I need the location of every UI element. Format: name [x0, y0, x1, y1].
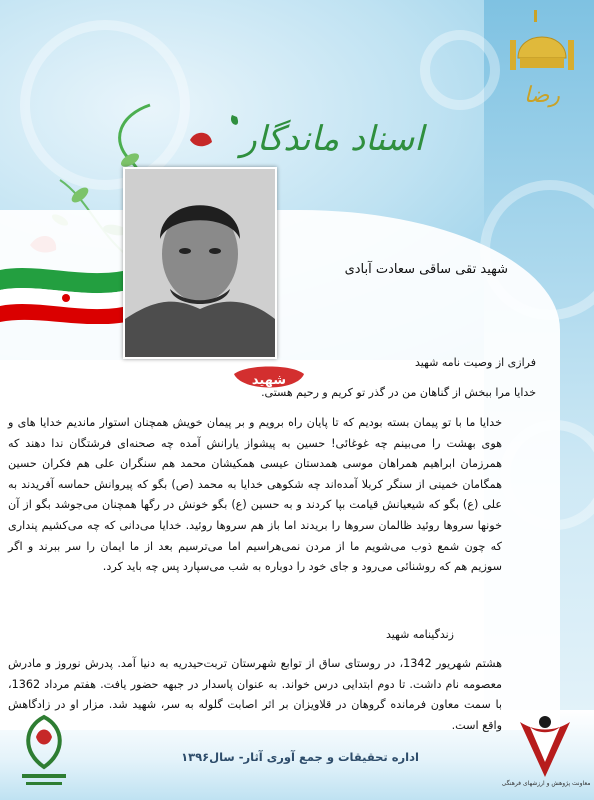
- martyr-photo: [123, 167, 277, 359]
- will-excerpt: خدایا ما با تو پیمان بسته بودیم که تا پایان راه برویم و بر پیمان خویش همچنان استوار ماندیم خدایا های و هوی بهشت را می‌بینم چه غوغائی! حسین به پیشواز یارانش آمده چه صحنه‌ای فرشتگان ندا دهند که همرزمان ابراهیم همراهان موسی همدستان عیسی همکیشان محمد هم سنگران علی هم فکران حسین همگامان خمینی از سنگر کربلا آمده‌اند چه شکوهی خدایا به محمد (ص) بگو که پیروانش حماسه آفریدند به علی (ع) بگو که شیعیانش قیامت بپا کردند و به حسین (ع) بگو خونش در رگها همچنان می‌جوشد بگو از آن خونها سروها روئید ظالمان سروها را بریدند اما باز هم سروها روئید. خدایا می‌دانی که چه می‌کشیم پنداری که چون شمع ذوب می‌شویم ما از مردن نمی‌هراسیم اما می‌ترسیم بعد از ما ایمان را سر ببرند و اگر سوزیم هم که روشنائی می‌رود و جای خود را دوباره به شب می‌سپارد پس چه باید کرد.: [8, 416, 502, 574]
- foundation-logo-left: [14, 712, 74, 792]
- biography-text: هشتم شهریور 1342، در روستای ساق از توابع شهرستان تربت‌حیدریه به دنیا آمد. پدرش نوروز و مادرش معصومه نام داشت. تا دوم ابتدایی درس خواند. به عنوان پاسدار در جبهه حضور یافت. هفتم مرداد 1362، با سمت معاون فرمانده گروهان در قلاویزان بر اثر اصابت گلوله به سر، شهید شد. مزار او در زادگاهش واقع است.: [8, 657, 502, 732]
- title-calligraphy: [222, 105, 437, 170]
- martyr-name: شهید تقی ساقی سعادت آبادی: [344, 262, 508, 277]
- opening-prayer: خدایا مرا ببخش از گناهان من در گذر تو کریم و رحیم هستی.: [261, 386, 536, 399]
- logo-right-caption: معاونت پژوهش و ارزشهای فرهنگی: [501, 780, 591, 787]
- will-heading: فرازی از وصیت نامه شهید: [414, 356, 536, 369]
- shrine-dome-logo: [506, 10, 578, 120]
- decorative-swirl: [420, 30, 500, 110]
- footer-department: اداره تحقیقات و جمع آوری آثار- سال۱۳۹۶: [181, 750, 419, 764]
- biography-heading: زندگینامه شهید: [385, 628, 454, 641]
- iran-flag: [0, 262, 135, 324]
- foundation-logo-right: [510, 712, 580, 782]
- svg-text:رضا: رضا: [523, 83, 561, 108]
- svg-text:اسناد ماندگار: اسناد ماندگار: [240, 119, 424, 159]
- svg-text:شهید: شهید: [251, 373, 287, 388]
